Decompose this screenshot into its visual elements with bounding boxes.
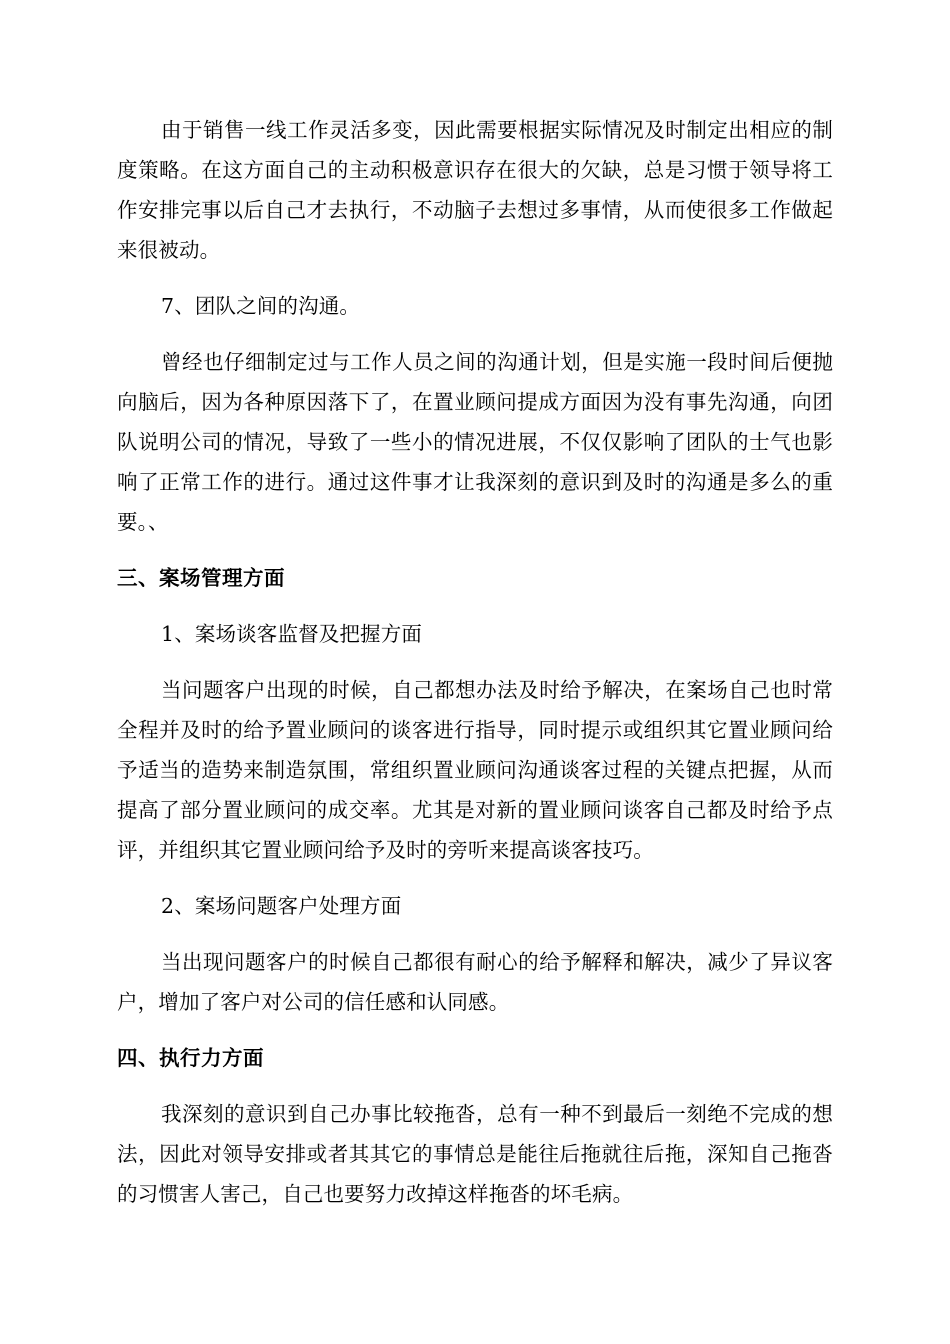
paragraph-client-supervision: 当问题客户出现的时候，自己都想办法及时给予解决，在案场自己也时常全程并及时的给予置业顾问的谈客进行指导，同时提示或组织其它置业顾问给予适当的造势来制造氛围，常组织置业顾问沟通谈客过程的关键点把握，从而提高了部分置业顾问的成交率。尤其是对新的置业顾问谈客自己都及时给予点评，并组织其它置业顾问给予及时的旁听来提高谈客技巧。 bbox=[117, 678, 833, 862]
section-heading-site-management: 三、案场管理方面 bbox=[117, 566, 285, 590]
paragraph-problem-clients: 当出现问题客户的时候自己都很有耐心的给予解释和解决，减少了异议客户，增加了客户对公司的信任感和认同感。 bbox=[117, 950, 833, 1014]
paragraph-sales-strategy: 由于销售一线工作灵活多变，因此需要根据实际情况及时制定出相应的制度策略。在这方面自己的主动积极意识存在很大的欠缺，总是习惯于领导将工作安排完事以后自己才去执行，不动脑子去想过多事情，从而使很多工作做起来很被动。 bbox=[117, 118, 833, 262]
item-team-communication: 7、团队之间的沟通。 bbox=[161, 294, 361, 318]
section-heading-execution: 四、执行力方面 bbox=[117, 1046, 264, 1070]
paragraph-communication-plan: 曾经也仔细制定过与工作人员之间的沟通计划，但是实施一段时间后便抛向脑后，因为各种原因落下了，在置业顾问提成方面因为没有事先沟通，向团队说明公司的情况，导致了一些小的情况进展，不仅仅影响了团队的士气也影响了正常工作的进行。通过这件事才让我深刻的意识到及时的沟通是多么的重要。、 bbox=[117, 350, 833, 534]
item-problem-clients: 2、案场问题客户处理方面 bbox=[161, 894, 402, 918]
document-page bbox=[117, 110, 833, 1230]
item-client-supervision: 1、案场谈客监督及把握方面 bbox=[161, 622, 422, 646]
paragraph-execution: 我深刻的意识到自己办事比较拖沓，总有一种不到最后一刻绝不完成的想法，因此对领导安排或者其其它的事情总是能往后拖就往后拖，深知自己拖沓的习惯害人害己，自己也要努力改掉这样拖沓的坏毛病。 bbox=[117, 1102, 833, 1206]
